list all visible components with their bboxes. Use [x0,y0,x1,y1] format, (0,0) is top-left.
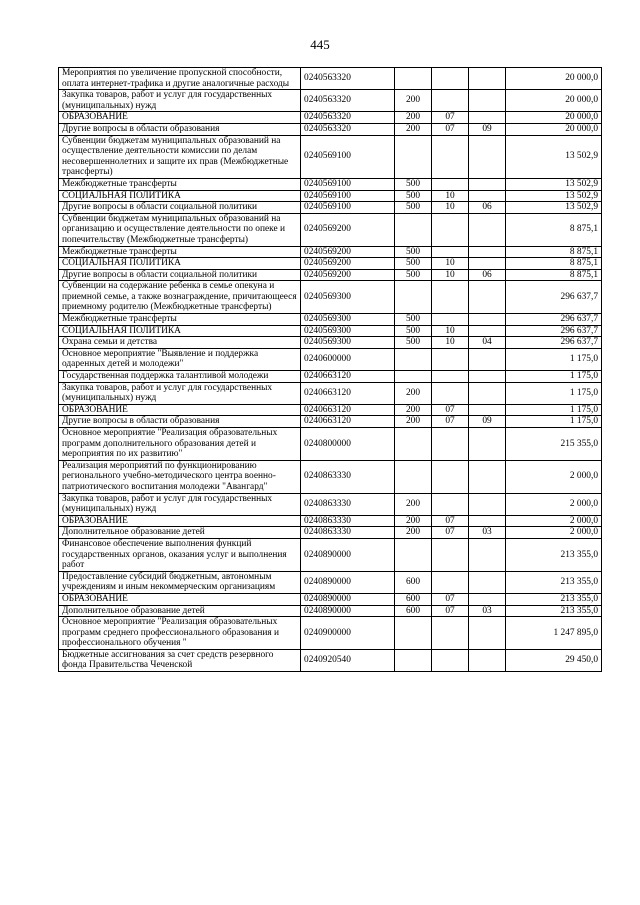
row-code: 0240569100 [301,178,395,190]
table-row [59,68,602,90]
row-section: 10 [432,269,469,281]
row-expense-type: 200 [395,382,432,404]
row-name: Реализация мероприятий по функционированию регионального учебно-методического центра военно-патриотического воспитания молодежи "Авангард" [59,460,301,493]
table-row [59,404,602,416]
row-section [432,90,469,112]
row-expense-type: 200 [395,515,432,527]
row-subsection [469,371,506,383]
page-number: 445 [310,37,330,52]
row-section [432,348,469,370]
row-section [432,314,469,326]
row-amount: 8 875,1 [506,258,602,270]
row-code: 0240569200 [301,258,395,270]
row-subsection: 06 [469,202,506,214]
row-subsection [469,178,506,190]
row-amount: 296 637,7 [506,337,602,349]
row-section: 07 [432,112,469,124]
row-expense-type [395,135,432,178]
row-expense-type: 500 [395,190,432,202]
row-subsection [469,135,506,178]
row-expense-type: 600 [395,571,432,593]
table-row [59,269,602,281]
row-subsection [469,593,506,605]
row-name: Закупка товаров, работ и услуг для государственных (муниципальных) нужд [59,382,301,404]
table-row [59,281,602,314]
row-expense-type [395,617,432,650]
table-row [59,314,602,326]
row-section: 07 [432,404,469,416]
row-code: 0240563320 [301,123,395,135]
row-subsection [469,213,506,246]
row-section: 07 [432,515,469,527]
row-subsection [469,538,506,571]
row-section: 10 [432,325,469,337]
row-name: Межбюджетные трансферты [59,246,301,258]
table-row [59,593,602,605]
row-expense-type [395,460,432,493]
row-name: Субвенции бюджетам муниципальных образований на организацию и осуществление деятельности по опеке и попечительству (Межбюджетные трансферты) [59,213,301,246]
table-row [59,190,602,202]
row-name: ОБРАЗОВАНИЕ [59,112,301,124]
row-code: 0240569300 [301,325,395,337]
budget-table [58,67,602,672]
row-expense-type: 200 [395,123,432,135]
row-subsection [469,314,506,326]
row-name: СОЦИАЛЬНАЯ ПОЛИТИКА [59,258,301,270]
row-subsection: 09 [469,123,506,135]
row-expense-type: 500 [395,314,432,326]
row-expense-type [395,428,432,461]
table-row [59,493,602,515]
row-amount: 1 247 895,0 [506,617,602,650]
row-amount: 213 355,0 [506,593,602,605]
row-amount: 8 875,1 [506,269,602,281]
row-subsection [469,246,506,258]
row-subsection: 04 [469,337,506,349]
table-row [59,527,602,539]
table-row [59,325,602,337]
row-name: Бюджетные ассигнования за счет средств резервного фонда Правительства Чеченской [59,649,301,671]
row-name: Дополнительное образование детей [59,527,301,539]
row-section: 10 [432,337,469,349]
row-expense-type: 200 [395,493,432,515]
row-amount: 8 875,1 [506,246,602,258]
row-code: 0240563320 [301,68,395,90]
row-name: Межбюджетные трансферты [59,314,301,326]
row-name: Финансовое обеспечение выполнения функций государственных органов, оказания услуг и выполнения работ [59,538,301,571]
row-name: Субвенции на содержание ребенка в семье опекуна и приемной семье, а также вознаграждение, причитающееся приемному родителю (Межбюджетные трансферты) [59,281,301,314]
row-name: Основное мероприятие "Выявление и поддержка одаренных детей и молодежи" [59,348,301,370]
row-subsection [469,348,506,370]
table-row [59,538,602,571]
row-code: 0240890000 [301,538,395,571]
table-row [59,371,602,383]
row-amount: 2 000,0 [506,493,602,515]
row-name: Охрана семьи и детства [59,337,301,349]
row-expense-type: 200 [395,404,432,416]
table-row [59,213,602,246]
table-row [59,246,602,258]
row-amount: 13 502,9 [506,135,602,178]
row-name: СОЦИАЛЬНАЯ ПОЛИТИКА [59,325,301,337]
row-code: 0240569200 [301,246,395,258]
row-amount: 296 637,7 [506,325,602,337]
row-expense-type [395,348,432,370]
row-section [432,213,469,246]
table-row [59,348,602,370]
row-section [432,493,469,515]
table-row [59,649,602,671]
row-code: 0240900000 [301,617,395,650]
row-subsection [469,90,506,112]
row-subsection [469,112,506,124]
table-row [59,202,602,214]
row-subsection: 03 [469,527,506,539]
row-amount: 20 000,0 [506,90,602,112]
row-code: 0240563320 [301,90,395,112]
row-name: Государственная поддержка талантливой молодежи [59,371,301,383]
row-amount: 1 175,0 [506,404,602,416]
row-expense-type [395,649,432,671]
row-expense-type: 500 [395,178,432,190]
row-section: 07 [432,416,469,428]
row-section [432,281,469,314]
row-section [432,135,469,178]
table-row [59,605,602,617]
row-name: Основное мероприятие "Реализация образовательных программ среднего профессионального образования и профессионального обучения " [59,617,301,650]
row-expense-type [395,281,432,314]
table-row [59,90,602,112]
row-expense-type [395,213,432,246]
row-section [432,68,469,90]
row-expense-type: 200 [395,112,432,124]
row-code: 0240863330 [301,527,395,539]
row-name: Закупка товаров, работ и услуг для государственных (муниципальных) нужд [59,90,301,112]
table-row [59,460,602,493]
table-row [59,178,602,190]
table-row [59,258,602,270]
row-code: 0240863330 [301,493,395,515]
table-row [59,571,602,593]
row-expense-type [395,538,432,571]
row-amount: 29 450,0 [506,649,602,671]
row-amount: 213 355,0 [506,605,602,617]
row-section [432,371,469,383]
row-code: 0240569100 [301,135,395,178]
row-subsection [469,493,506,515]
row-code: 0240890000 [301,605,395,617]
row-name: ОБРАЗОВАНИЕ [59,515,301,527]
row-code: 0240569200 [301,269,395,281]
row-section [432,428,469,461]
row-code: 0240600000 [301,348,395,370]
budget-table-body [59,68,602,672]
row-name: СОЦИАЛЬНАЯ ПОЛИТИКА [59,190,301,202]
row-code: 0240663120 [301,404,395,416]
row-code: 0240663120 [301,382,395,404]
row-section: 10 [432,258,469,270]
row-name: Другие вопросы в области социальной политики [59,202,301,214]
row-amount: 13 502,9 [506,202,602,214]
row-section [432,571,469,593]
row-expense-type: 600 [395,593,432,605]
table-row [59,617,602,650]
row-amount: 20 000,0 [506,123,602,135]
row-section: 10 [432,190,469,202]
row-subsection: 09 [469,416,506,428]
row-subsection [469,428,506,461]
row-subsection [469,258,506,270]
row-name: Основное мероприятие "Реализация образовательных программ дополнительного образования детей и мероприятия по их развитию" [59,428,301,461]
row-section [432,460,469,493]
row-section [432,538,469,571]
row-subsection [469,617,506,650]
row-expense-type: 600 [395,605,432,617]
row-expense-type: 500 [395,258,432,270]
row-code: 0240663120 [301,371,395,383]
table-row [59,382,602,404]
table-row [59,112,602,124]
row-subsection: 03 [469,605,506,617]
row-subsection: 06 [469,269,506,281]
row-code: 0240800000 [301,428,395,461]
table-row [59,428,602,461]
row-name: Субвенции бюджетам муниципальных образований на осуществление деятельности комиссии по делам несовершеннолетних и защите их прав (Межбюджетные трансферты) [59,135,301,178]
row-subsection [469,571,506,593]
row-amount: 213 355,0 [506,538,602,571]
row-name: Другие вопросы в области социальной политики [59,269,301,281]
row-name: Межбюджетные трансферты [59,178,301,190]
row-name: Мероприятия по увеличение пропускной способности, оплата интернет-трафика и другие аналогичные расходы [59,68,301,90]
row-code: 0240569300 [301,314,395,326]
row-code: 0240569200 [301,213,395,246]
row-expense-type: 500 [395,325,432,337]
row-amount: 296 637,7 [506,281,602,314]
row-code: 0240569100 [301,190,395,202]
row-section [432,178,469,190]
row-subsection [469,281,506,314]
row-subsection [469,460,506,493]
row-section: 07 [432,605,469,617]
row-amount: 215 355,0 [506,428,602,461]
row-amount: 2 000,0 [506,460,602,493]
row-expense-type: 500 [395,337,432,349]
row-subsection [469,190,506,202]
row-name: Другие вопросы в области образования [59,123,301,135]
row-subsection [469,325,506,337]
table-row [59,515,602,527]
row-amount: 1 175,0 [506,382,602,404]
row-code: 0240569300 [301,281,395,314]
row-amount: 2 000,0 [506,515,602,527]
row-subsection [469,649,506,671]
row-amount: 296 637,7 [506,314,602,326]
row-subsection [469,515,506,527]
row-code: 0240863330 [301,460,395,493]
row-expense-type: 200 [395,90,432,112]
row-code: 0240663120 [301,416,395,428]
row-amount: 1 175,0 [506,371,602,383]
row-name: ОБРАЗОВАНИЕ [59,404,301,416]
table-row [59,416,602,428]
row-section: 07 [432,593,469,605]
row-section: 10 [432,202,469,214]
row-subsection [469,68,506,90]
row-amount: 2 000,0 [506,527,602,539]
row-code: 0240563320 [301,112,395,124]
row-expense-type: 500 [395,269,432,281]
table-row [59,123,602,135]
row-expense-type: 200 [395,416,432,428]
row-expense-type [395,371,432,383]
row-name: ОБРАЗОВАНИЕ [59,593,301,605]
row-expense-type [395,68,432,90]
row-expense-type: 200 [395,527,432,539]
row-expense-type: 500 [395,246,432,258]
row-code: 0240569300 [301,337,395,349]
row-expense-type: 500 [395,202,432,214]
row-code: 0240920540 [301,649,395,671]
row-section [432,649,469,671]
row-name: Закупка товаров, работ и услуг для государственных (муниципальных) нужд [59,493,301,515]
row-amount: 20 000,0 [506,112,602,124]
row-section [432,617,469,650]
row-subsection [469,404,506,416]
table-row [59,337,602,349]
row-section [432,382,469,404]
row-amount: 8 875,1 [506,213,602,246]
row-code: 0240890000 [301,571,395,593]
row-amount: 213 355,0 [506,571,602,593]
row-amount: 1 175,0 [506,416,602,428]
row-code: 0240569100 [301,202,395,214]
row-amount: 13 502,9 [506,178,602,190]
row-subsection [469,382,506,404]
row-amount: 13 502,9 [506,190,602,202]
row-name: Другие вопросы в области образования [59,416,301,428]
row-code: 0240863330 [301,515,395,527]
row-section: 07 [432,527,469,539]
row-name: Предоставление субсидий бюджетным, автономным учреждениям и иным некоммерческим организациям [59,571,301,593]
row-section [432,246,469,258]
row-code: 0240890000 [301,593,395,605]
row-section: 07 [432,123,469,135]
row-amount: 1 175,0 [506,348,602,370]
row-name: Дополнительное образование детей [59,605,301,617]
row-amount: 20 000,0 [506,68,602,90]
table-row [59,135,602,178]
